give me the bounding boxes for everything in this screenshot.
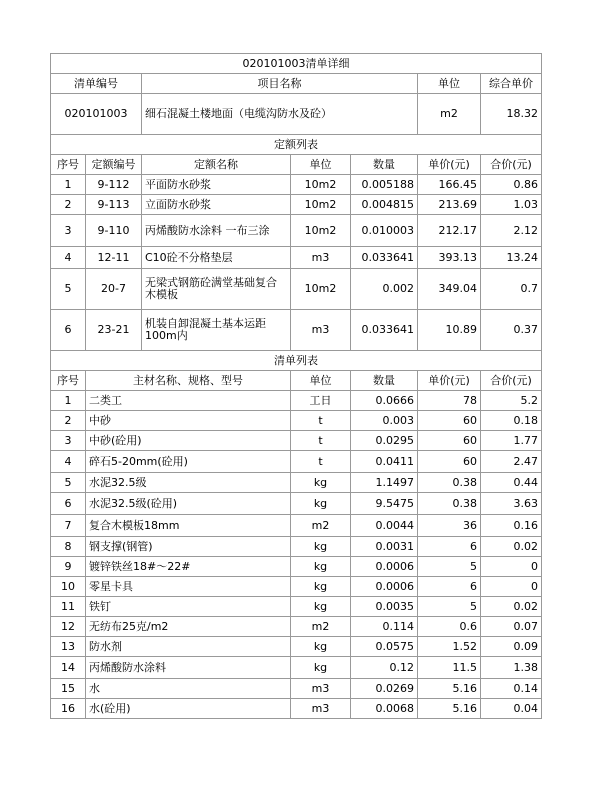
material-row [51,557,542,577]
quota-total: 1.03 [481,195,542,215]
material-no: 8 [51,537,86,557]
material-total: 0.02 [481,597,542,617]
material-price: 6 [418,537,481,557]
material-unit: m2 [291,617,351,637]
material-unit: kg [291,473,351,493]
material-col-name: 主材名称、规格、型号 [86,371,291,391]
quota-qty: 0.002 [351,269,418,310]
material-row [51,411,542,431]
material-name: 丙烯酸防水涂料 [86,657,291,679]
quota-name: 平面防水砂浆 [142,175,291,195]
material-qty: 0.0269 [351,679,418,699]
material-no: 7 [51,515,86,537]
material-unit: kg [291,577,351,597]
quota-header-row [51,155,542,175]
material-row [51,451,542,473]
material-col-qty: 数量 [351,371,418,391]
material-no: 2 [51,411,86,431]
quota-code: 9-110 [86,215,142,247]
quota-col-qty: 数量 [351,155,418,175]
quota-no: 2 [51,195,86,215]
material-unit: m3 [291,679,351,699]
material-total: 0 [481,557,542,577]
material-qty: 0.0068 [351,699,418,719]
material-qty: 0.0006 [351,577,418,597]
material-row [51,637,542,657]
quota-unit: 10m2 [291,175,351,195]
material-price: 0.38 [418,493,481,515]
quota-no: 5 [51,269,86,310]
quota-total: 2.12 [481,215,542,247]
bill-unit: m2 [418,94,481,135]
quota-unit: 10m2 [291,269,351,310]
material-total: 0.16 [481,515,542,537]
quota-total: 13.24 [481,247,542,269]
quota-col-no: 序号 [51,155,86,175]
materials-section-title: 清单列表 [51,351,542,371]
quota-name: 立面防水砂浆 [142,195,291,215]
material-col-total: 合价(元) [481,371,542,391]
material-row [51,473,542,493]
material-price: 5 [418,597,481,617]
quota-row [51,310,542,351]
material-no: 5 [51,473,86,493]
quota-col-name: 定额名称 [142,155,291,175]
material-total: 0.14 [481,679,542,699]
material-name: 铁钉 [86,597,291,617]
material-unit: m2 [291,515,351,537]
quota-price: 349.04 [418,269,481,310]
material-total: 0 [481,577,542,597]
quota-price: 166.45 [418,175,481,195]
material-price: 60 [418,431,481,451]
material-qty: 0.0295 [351,431,418,451]
bill-price: 18.32 [481,94,542,135]
material-price: 60 [418,451,481,473]
material-qty: 0.0006 [351,557,418,577]
material-col-price: 单价(元) [418,371,481,391]
material-total: 1.38 [481,657,542,679]
quota-total: 0.37 [481,310,542,351]
material-price: 1.52 [418,637,481,657]
material-no: 9 [51,557,86,577]
header-unit-label: 单位 [418,74,481,94]
quota-col-price: 单价(元) [418,155,481,175]
quota-unit: m3 [291,310,351,351]
material-name: 碎石5-20mm(砼用) [86,451,291,473]
quota-col-unit: 单位 [291,155,351,175]
quota-no: 3 [51,215,86,247]
material-name: 零星卡具 [86,577,291,597]
material-col-unit: 单位 [291,371,351,391]
material-row [51,493,542,515]
material-total: 0.44 [481,473,542,493]
material-name: 水泥32.5级 [86,473,291,493]
material-row [51,577,542,597]
quota-name: 无梁式钢筋砼满堂基础复合木模板 [142,269,291,310]
quota-qty: 0.010003 [351,215,418,247]
material-name: 水 [86,679,291,699]
quota-row [51,269,542,310]
material-name: 中砂(砼用) [86,431,291,451]
material-name: 钢支撑(钢管) [86,537,291,557]
material-unit: 工日 [291,391,351,411]
material-row [51,699,542,719]
material-total: 0.07 [481,617,542,637]
material-price: 6 [418,577,481,597]
material-col-no: 序号 [51,371,86,391]
material-qty: 0.0035 [351,597,418,617]
quota-code: 20-7 [86,269,142,310]
material-row [51,617,542,637]
material-no: 11 [51,597,86,617]
quota-row [51,175,542,195]
material-no: 16 [51,699,86,719]
material-name: 镀锌铁丝18#～22# [86,557,291,577]
material-total: 5.2 [481,391,542,411]
material-unit: t [291,431,351,451]
material-unit: kg [291,537,351,557]
material-row [51,657,542,679]
material-qty: 0.0411 [351,451,418,473]
material-qty: 0.114 [351,617,418,637]
material-unit: m3 [291,699,351,719]
material-unit: kg [291,493,351,515]
quota-section-title: 定额列表 [51,135,542,155]
material-name: 无纺布25克/m2 [86,617,291,637]
bill-name: 细石混凝土楼地面（电缆沟防水及砼） [142,94,418,135]
material-total: 0.09 [481,637,542,657]
quota-code: 9-113 [86,195,142,215]
material-unit: kg [291,557,351,577]
quota-row [51,247,542,269]
table-title: 020101003清单详细 [51,54,542,74]
quota-unit: 10m2 [291,215,351,247]
material-name: 水(砼用) [86,699,291,719]
material-unit: t [291,411,351,431]
quota-no: 4 [51,247,86,269]
quota-code: 23-21 [86,310,142,351]
material-total: 1.77 [481,431,542,451]
material-no: 6 [51,493,86,515]
material-price: 78 [418,391,481,411]
material-qty: 9.5475 [351,493,418,515]
quota-name: 丙烯酸防水涂料 一布三涂 [142,215,291,247]
quota-qty: 0.033641 [351,310,418,351]
material-row [51,431,542,451]
quota-code: 12-11 [86,247,142,269]
material-name: 复合木模板18mm [86,515,291,537]
quota-qty: 0.005188 [351,175,418,195]
quota-col-code: 定额编号 [86,155,142,175]
material-qty: 0.12 [351,657,418,679]
material-unit: t [291,451,351,473]
material-name: 水泥32.5级(砼用) [86,493,291,515]
material-qty: 0.0044 [351,515,418,537]
material-row [51,391,542,411]
materials-header-row [51,371,542,391]
quota-name: 机装自卸混凝土基本运距100m内 [142,310,291,351]
material-no: 1 [51,391,86,411]
material-price: 5.16 [418,679,481,699]
material-no: 12 [51,617,86,637]
material-price: 5 [418,557,481,577]
quota-price: 212.17 [418,215,481,247]
material-unit: kg [291,657,351,679]
material-unit: kg [291,637,351,657]
material-row [51,515,542,537]
material-total: 3.63 [481,493,542,515]
material-price: 36 [418,515,481,537]
material-total: 0.04 [481,699,542,719]
material-no: 4 [51,451,86,473]
quota-price: 10.89 [418,310,481,351]
quota-name: C10砼不分格垫层 [142,247,291,269]
material-total: 2.47 [481,451,542,473]
material-no: 15 [51,679,86,699]
material-qty: 0.0031 [351,537,418,557]
quota-no: 6 [51,310,86,351]
material-price: 60 [418,411,481,431]
quota-total: 0.7 [481,269,542,310]
material-no: 10 [51,577,86,597]
material-price: 11.5 [418,657,481,679]
header-name-label: 项目名称 [142,74,418,94]
quota-code: 9-112 [86,175,142,195]
bill-detail-table [50,53,542,719]
quota-price: 213.69 [418,195,481,215]
material-unit: kg [291,597,351,617]
quota-row [51,195,542,215]
material-price: 0.6 [418,617,481,637]
quota-no: 1 [51,175,86,195]
quota-unit: 10m2 [291,195,351,215]
quota-qty: 0.004815 [351,195,418,215]
quota-unit: m3 [291,247,351,269]
material-no: 14 [51,657,86,679]
material-price: 0.38 [418,473,481,493]
material-name: 防水剂 [86,637,291,657]
material-qty: 1.1497 [351,473,418,493]
bill-code: 020101003 [51,94,142,135]
material-qty: 0.003 [351,411,418,431]
material-total: 0.02 [481,537,542,557]
material-name: 中砂 [86,411,291,431]
material-row [51,679,542,699]
material-row [51,537,542,557]
material-name: 二类工 [86,391,291,411]
material-total: 0.18 [481,411,542,431]
material-no: 13 [51,637,86,657]
quota-total: 0.86 [481,175,542,195]
material-price: 5.16 [418,699,481,719]
quota-col-total: 合价(元) [481,155,542,175]
material-qty: 0.0575 [351,637,418,657]
material-qty: 0.0666 [351,391,418,411]
material-no: 3 [51,431,86,451]
header-price-label: 综合单价 [481,74,542,94]
quota-row [51,215,542,247]
material-row [51,597,542,617]
quota-qty: 0.033641 [351,247,418,269]
header-code-label: 清单编号 [51,74,142,94]
quota-price: 393.13 [418,247,481,269]
